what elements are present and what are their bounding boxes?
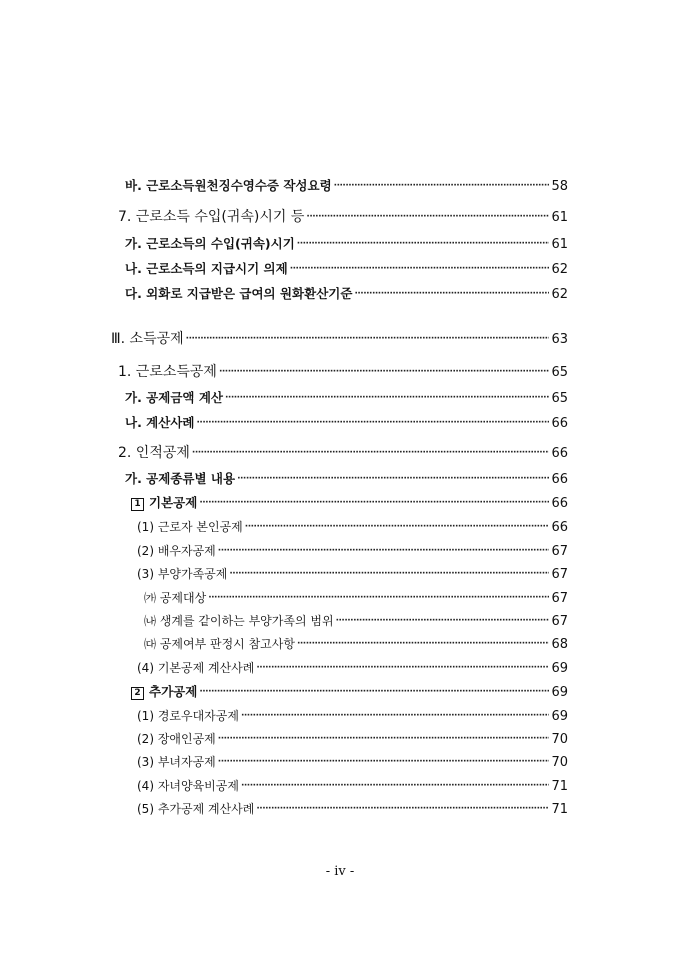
leader-dots	[219, 368, 550, 377]
toc-page-number: 71	[551, 779, 568, 794]
toc-entry-title: (1) 경로우대자공제	[137, 709, 239, 723]
toc-entry[interactable]	[125, 180, 568, 193]
toc-entry[interactable]	[125, 263, 568, 276]
toc-entry[interactable]	[144, 615, 568, 628]
leader-dots	[297, 640, 549, 649]
toc-entry[interactable]	[137, 710, 568, 723]
toc-page-number: 62	[551, 262, 568, 277]
toc-entry[interactable]	[144, 638, 568, 651]
leader-dots	[218, 547, 550, 556]
leader-dots	[218, 758, 550, 767]
toc-entry[interactable]	[111, 332, 568, 346]
toc-entry-title: 가. 공제금액 계산	[125, 390, 223, 405]
toc-entry[interactable]	[125, 417, 568, 430]
toc-page-number: 66	[551, 496, 568, 511]
leader-dots	[256, 805, 549, 814]
leader-dots	[199, 688, 549, 697]
toc-entry[interactable]	[144, 592, 568, 605]
toc-entry[interactable]	[125, 238, 568, 251]
toc-entry[interactable]	[125, 288, 568, 301]
leader-dots	[241, 712, 549, 721]
section-box-number: 1	[131, 498, 144, 511]
toc-entry[interactable]	[137, 521, 568, 534]
toc-page-number: 67	[551, 614, 568, 629]
toc-entry-title: ㈎ 공제대상	[144, 591, 207, 605]
toc-entry[interactable]	[118, 365, 568, 379]
toc-entry[interactable]	[125, 392, 568, 405]
toc-page-number: 65	[551, 391, 568, 406]
toc-entry[interactable]	[137, 662, 568, 675]
toc-entry[interactable]	[118, 210, 568, 224]
toc-entry-title: (4) 기본공제 계산사례	[137, 661, 255, 675]
toc-entry[interactable]	[125, 473, 568, 486]
toc-page-number: 66	[551, 416, 568, 431]
toc-page-number: 68	[551, 637, 568, 652]
toc-entry[interactable]	[137, 780, 568, 793]
toc-page-number: 62	[551, 287, 568, 302]
toc-page-number: 61	[551, 210, 568, 225]
toc-entry-title: (2) 배우자공제	[137, 544, 216, 558]
toc-page-number: 69	[551, 709, 568, 724]
toc-page-number: 66	[551, 520, 568, 535]
toc-entry[interactable]	[137, 545, 568, 558]
leader-dots	[192, 449, 550, 458]
toc-page-number: 63	[551, 332, 568, 347]
toc-entry[interactable]	[137, 568, 568, 581]
toc-entry-title: 가. 근로소득의 수입(귀속)시기	[125, 236, 295, 251]
toc-page-number: 67	[551, 591, 568, 606]
toc-entry[interactable]	[137, 756, 568, 769]
toc-entry-title: (5) 추가공제 계산사례	[137, 802, 255, 816]
toc-entry[interactable]	[118, 446, 568, 460]
leader-dots	[334, 182, 550, 191]
leader-dots	[208, 594, 549, 603]
toc-entry-title: (1) 근로자 본인공제	[137, 520, 243, 534]
toc-entry-title: 나. 근로소득의 지급시기 의제	[125, 261, 288, 276]
toc-page-number: 58	[551, 179, 568, 194]
toc-entry-title	[131, 497, 197, 512]
toc-page-number: 67	[551, 544, 568, 559]
toc-entry-title: 바. 근로소득원천징수영수증 작성요령	[125, 178, 332, 193]
toc-entry[interactable]	[131, 686, 568, 701]
toc-page-number: 70	[551, 732, 568, 747]
leader-dots	[354, 290, 549, 299]
leader-dots	[306, 213, 549, 222]
leader-dots	[256, 664, 549, 673]
leader-dots	[245, 523, 550, 532]
toc-entry-text: 기본공제	[149, 495, 198, 510]
toc-entry[interactable]	[137, 733, 568, 746]
toc-page-number: 66	[551, 472, 568, 487]
toc-entry-title: 1. 근로소득공제	[118, 364, 217, 380]
toc-entry-title: (2) 장애인공제	[137, 732, 216, 746]
toc-entry-title: (3) 부녀자공제	[137, 755, 216, 769]
toc-page-number: 69	[551, 685, 568, 700]
leader-dots	[199, 499, 549, 508]
toc-page-number: 66	[551, 446, 568, 461]
toc-entry-title: 나. 계산사례	[125, 415, 195, 430]
toc-page-number: 70	[551, 755, 568, 770]
toc-entry-title: (4) 자녀양육비공제	[137, 779, 239, 793]
leader-dots	[336, 617, 550, 626]
toc-entry-title: (3) 부양가족공제	[137, 567, 228, 581]
toc-entry-title: ㈐ 공제여부 판정시 참고사항	[144, 637, 295, 651]
leader-dots	[229, 570, 549, 579]
toc-page-number: 69	[551, 661, 568, 676]
toc-page-number: 67	[551, 567, 568, 582]
toc-entry-title: Ⅲ. 소득공제	[111, 331, 184, 347]
leader-dots	[241, 782, 549, 791]
leader-dots	[196, 419, 549, 428]
leader-dots	[218, 735, 550, 744]
toc-entry-title: 2. 인적공제	[118, 445, 190, 461]
toc-entry-title: 7. 근로소득 수입(귀속)시기 등	[118, 209, 305, 225]
leader-dots	[297, 240, 550, 249]
leader-dots	[237, 475, 549, 484]
toc-page-number: 65	[551, 365, 568, 380]
page-footer-number: - iv -	[325, 864, 355, 879]
leader-dots	[290, 265, 550, 274]
toc-entry-title: 다. 외화로 지급받은 급여의 원화환산기준	[125, 286, 353, 301]
toc-entry[interactable]	[137, 803, 568, 816]
toc-entry-title: ㈏ 생계를 같이하는 부양가족의 범위	[144, 614, 334, 628]
toc-entry-title: 가. 공제종류별 내용	[125, 471, 236, 486]
toc-entry-text: 추가공제	[149, 684, 198, 699]
toc-entry[interactable]	[131, 497, 568, 512]
toc-page-number: 61	[551, 237, 568, 252]
leader-dots	[225, 394, 549, 403]
leader-dots	[186, 335, 550, 344]
toc-entry-title	[131, 686, 197, 701]
toc-page-number: 71	[551, 802, 568, 817]
section-box-number: 2	[131, 687, 144, 700]
